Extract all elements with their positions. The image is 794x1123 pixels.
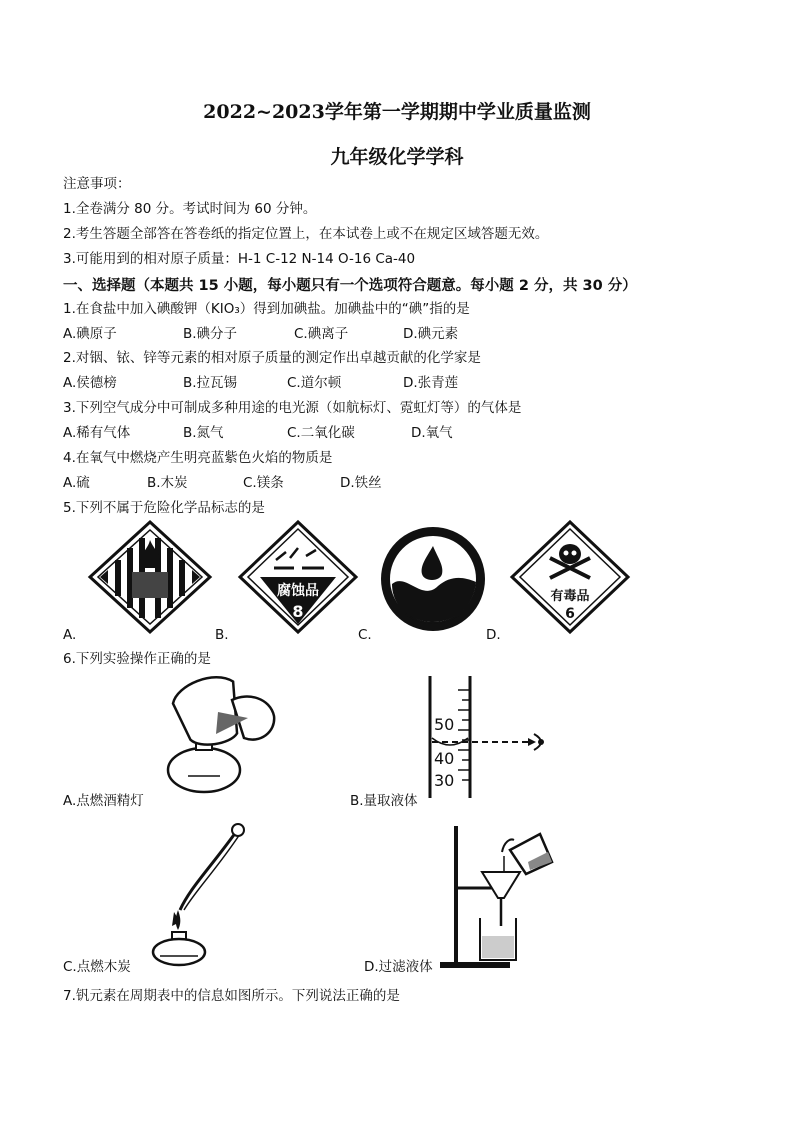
q2-option-a: A.侯德榜 (63, 375, 117, 391)
toxic-sign-image (510, 520, 630, 635)
q6-option-c: C.点燃木炭 (63, 959, 131, 975)
section-heading: 一、选择题（本题共 15 小题，每小题只有一个选项符合题意。每小题 2 分，共 30 分） (63, 278, 637, 294)
corrosive-sign-number: 8 (292, 602, 304, 621)
notes-heading: 注意事项： (63, 176, 131, 192)
filtration-setup-image (440, 822, 570, 972)
page-subtitle: 九年级化学学科 (330, 146, 464, 168)
q3-option-b: B.氮气 (183, 425, 224, 441)
note-item: 2.考生答题全部答在答卷纸的指定位置上，在本试卷上或不在规定区域答题无效。 (63, 226, 549, 242)
q2-option-d: D.张青莲 (403, 375, 459, 391)
q4-option-a: A.硫 (63, 475, 90, 491)
corrosive-sign-image (238, 520, 358, 635)
q5-option-c: C. (358, 627, 372, 643)
q6-option-b: B.量取液体 (350, 793, 418, 809)
question-7-stem: 7.钒元素在周期表中的信息如图所示。下列说法正确的是 (63, 988, 400, 1004)
question-4-stem: 4.在氧气中燃烧产生明亮蓝紫色火焰的物质是 (63, 450, 333, 466)
q5-option-a: A. (63, 627, 77, 643)
cylinder-tick-50: 50 (434, 715, 455, 734)
question-1-stem: 1.在食盐中加入碘酸钾（KIO₃）得到加碘盐。加碘盐中的“碘”指的是 (63, 301, 470, 317)
q5-option-b: B. (215, 627, 229, 643)
question-3-stem: 3.下列空气成分中可制成多种用途的电光源（如航标灯、霓虹灯等）的气体是 (63, 400, 522, 416)
page-title: 2022~2023学年第一学期期中学业质量监测 (203, 101, 591, 123)
q6-option-d: D.过滤液体 (364, 959, 433, 975)
q1-option-b: B.碘分子 (183, 326, 238, 342)
q4-option-b: B.木炭 (147, 475, 188, 491)
q2-option-b: B.拉瓦锡 (183, 375, 238, 391)
q1-option-a: A.碘原子 (63, 326, 117, 342)
q5-option-d: D. (486, 627, 501, 643)
toxic-sign-number: 6 (565, 606, 575, 622)
question-5-stem: 5.下列不属于危险化学品标志的是 (63, 500, 265, 516)
note-item: 3.可能用到的相对原子质量：H-1 C-12 N-14 O-16 Ca-40 (63, 251, 416, 267)
water-saving-sign-image (378, 524, 488, 634)
q3-option-a: A.稀有气体 (63, 425, 131, 441)
hazard-sign-a-image (88, 520, 213, 635)
note-item: 1.全卷满分 80 分。考试时间为 60 分钟。 (63, 201, 317, 217)
q3-option-c: C.二氧化碳 (287, 425, 355, 441)
question-6-stem: 6.下列实验操作正确的是 (63, 651, 211, 667)
q1-option-c: C.碘离子 (294, 326, 349, 342)
q3-option-d: D.氧气 (411, 425, 453, 441)
corrosive-sign-label: 腐蚀品 (277, 583, 319, 599)
q1-option-d: D.碘元素 (403, 326, 459, 342)
cylinder-tick-30: 30 (434, 771, 455, 790)
graduated-cylinder-image (428, 676, 548, 801)
q6-option-a: A.点燃酒精灯 (63, 793, 144, 809)
lighting-alcohol-lamp-image (158, 672, 298, 797)
burning-charcoal-image (140, 818, 260, 968)
q2-option-c: C.道尔顿 (287, 375, 342, 391)
toxic-sign-label: 有毒品 (550, 589, 590, 604)
q4-option-c: C.镁条 (243, 475, 284, 491)
q4-option-d: D.铁丝 (340, 475, 382, 491)
question-2-stem: 2.对铟、铱、锌等元素的相对原子质量的测定作出卓越贡献的化学家是 (63, 350, 481, 366)
cylinder-tick-40: 40 (434, 749, 455, 768)
